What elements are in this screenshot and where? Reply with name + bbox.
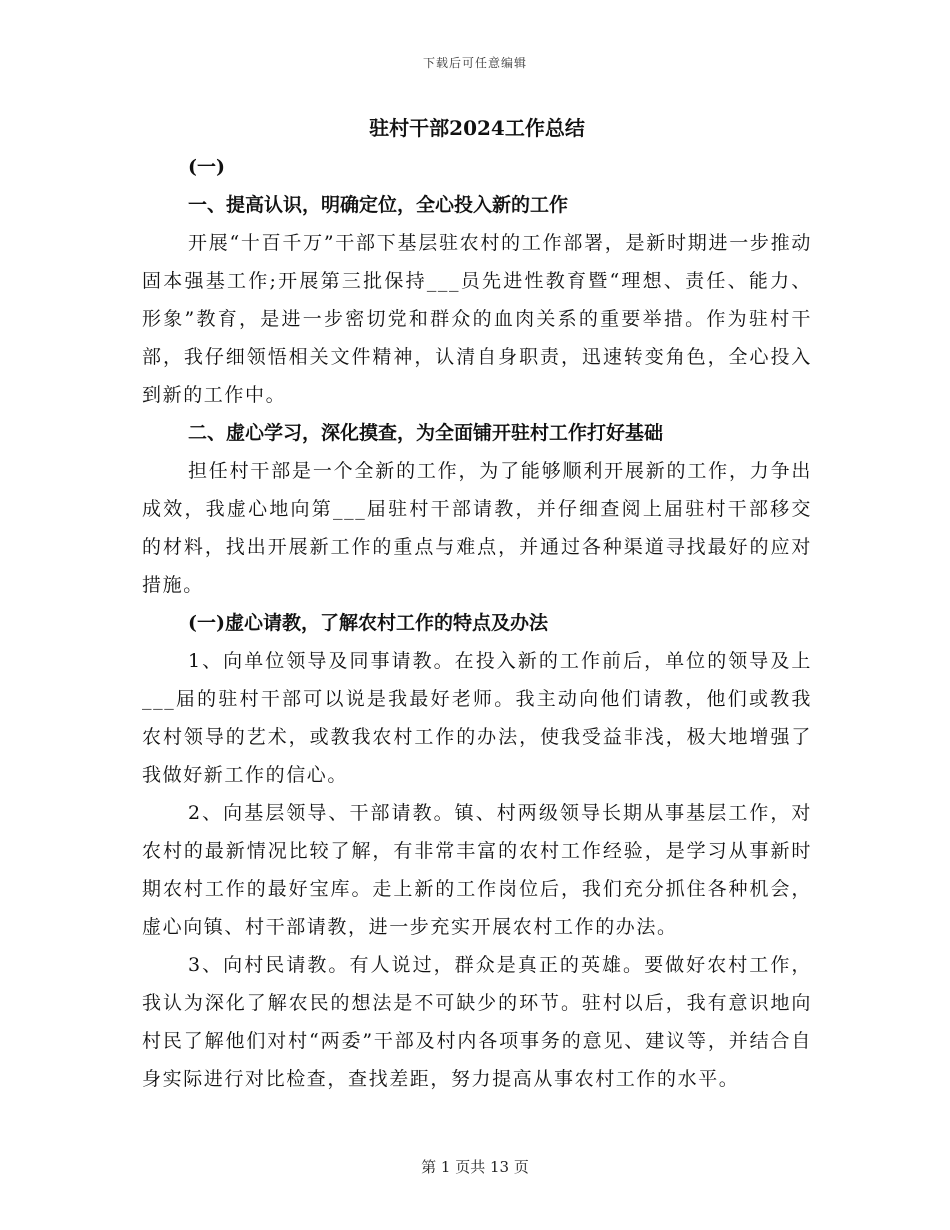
document-title: 驻村干部2024工作总结 — [369, 116, 585, 140]
paragraph-1: 开展“十百千万”干部下基层驻农村的工作部署，是新时期进一步推动固本强基工作;开展第三批保持___员先进性教育暨“理想、责任、能力、形象”教育，是进一步密切党和群众的血肉关系的重要举措。作为驻村干部，我仔细领悟相关文件精神，认清自身职责，迅速转变角色，全心投入到新的工作中。 — [142, 232, 812, 406]
paragraph-2: 担任村干部是一个全新的工作，为了能够顺利开展新的工作，力争出成效，我虚心地向第___届驻村干部请教，并仔细查阅上届驻村干部移交的材料，找出开展新工作的重点与难点，并通过各种渠道寻找最好的应对措施。 — [142, 460, 812, 596]
heading-1: 一、提高认识，明确定位，全心投入新的工作 — [188, 194, 569, 216]
heading-2: 二、虚心学习，深化摸查，为全面铺开驻村工作打好基础 — [188, 422, 664, 444]
paragraph-4: 2、向基层领导、干部请教。镇、村两级领导长期从事基层工作，对农村的最新情况比较了解，有非常丰富的农村工作经验，是学习从事新时期农村工作的最好宝库。走上新的工作岗位后，我们充分抓住各种机会，虚心向镇、村干部请教，进一步充实开展农村工作的办法。 — [142, 802, 812, 938]
page-number: 第 1 页共 13 页 — [421, 1158, 529, 1176]
header-note: 下载后可任意编辑 — [422, 56, 527, 70]
document-body — [142, 112, 812, 1098]
heading-3: (一)虚心请教，了解农村工作的特点及办法 — [188, 612, 548, 634]
section-marker: (一) — [188, 156, 225, 178]
paragraph-3: 1、向单位领导及同事请教。在投入新的工作前后，单位的领导及上___届的驻村干部可以说是我最好老师。我主动向他们请教，他们或教我农村领导的艺术，或教我农村工作的办法，使我受益非浅，极大地增强了我做好新工作的信心。 — [142, 650, 812, 786]
paragraph-5: 3、向村民请教。有人说过，群众是真正的英雄。要做好农村工作，我认为深化了解农民的想法是不可缺少的环节。驻村以后，我有意识地向村民了解他们对村“两委”干部及村内各项事务的意见、建议等，并结合自身实际进行对比检查，查找差距，努力提高从事农村工作的水平。 — [142, 954, 812, 1090]
